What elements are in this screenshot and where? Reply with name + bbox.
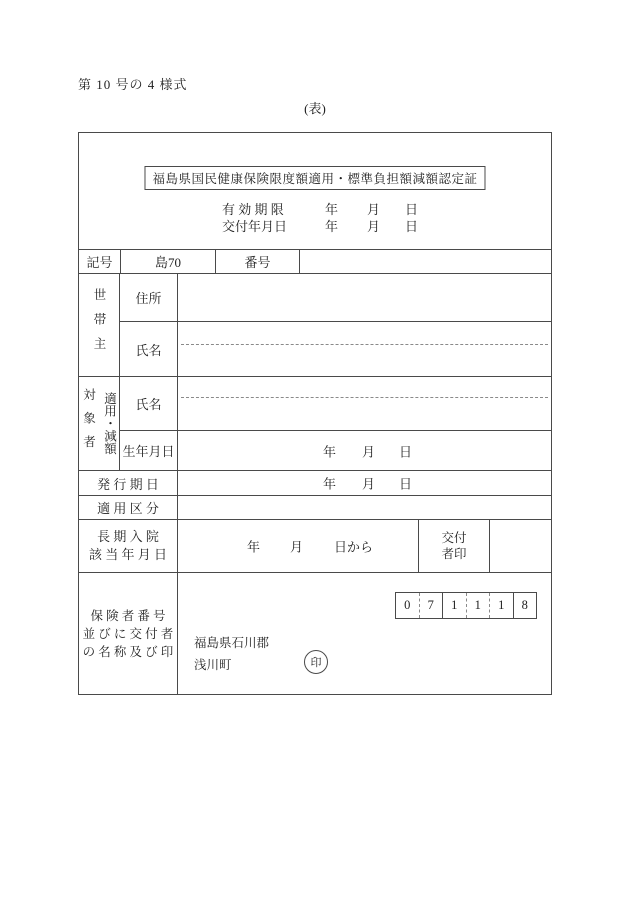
subject-birthdate-row <box>120 430 551 470</box>
issue-month-unit: 月 <box>362 476 376 492</box>
form-number: 第 10 号の 4 様式 <box>78 77 188 92</box>
long-term-label <box>79 520 178 572</box>
insurer-label-line1: 保 険 者 番 号 <box>90 608 166 623</box>
subject-birthdate-value <box>178 431 551 470</box>
subject-section <box>79 376 551 470</box>
long-term-date-value <box>178 520 418 572</box>
long-term-year-unit: 年 <box>247 539 261 555</box>
long-term-dayfrom-unit: 日から <box>334 539 374 555</box>
insurer-digit-3: 1 <box>442 593 466 618</box>
issue-date-day-unit: 日 <box>405 219 419 234</box>
insurer-label-line2: 並 び に 交 付 者 <box>82 626 174 641</box>
symbol-label: 記号 <box>79 250 121 273</box>
side-indicator: (表) <box>304 101 326 116</box>
insurer-digit-6: 8 <box>513 593 537 618</box>
birthdate-month-unit: 月 <box>362 444 376 459</box>
issue-date-label: 交付年月日 <box>222 219 288 234</box>
long-term-row <box>79 519 551 572</box>
subject-group-label-cell <box>79 377 120 470</box>
valid-until-month-unit: 月 <box>367 202 381 217</box>
issuer-seal-value-cell <box>489 520 551 572</box>
householder-name-value <box>178 322 551 376</box>
valid-until-day-unit: 日 <box>405 202 419 217</box>
subject-name-row <box>120 377 551 430</box>
issue-date-line <box>79 216 551 232</box>
householder-name-row <box>120 321 551 376</box>
issuer-name-line1: 福島県石川郡 <box>194 636 270 650</box>
insurer-number-boxes <box>395 592 537 619</box>
furigana-rule-line <box>181 397 548 398</box>
issuer-seal-label-line2: 者印 <box>441 547 467 561</box>
householder-address-value <box>178 274 551 321</box>
householder-address-row <box>120 274 551 321</box>
issue-date-year-unit: 年 <box>325 219 339 234</box>
valid-until-label: 有 効 期 限 <box>222 202 284 217</box>
number-label: 番号 <box>216 250 300 273</box>
number-value <box>300 250 551 273</box>
insurer-label-line3: の 名 称 及 び 印 <box>82 644 174 659</box>
subject-name-value <box>178 377 551 430</box>
valid-until-year-unit: 年 <box>325 202 339 217</box>
issuer-seal-label-cell <box>418 520 489 572</box>
householder-rows <box>120 274 551 376</box>
certificate-form <box>78 132 552 695</box>
birthdate-day-unit: 日 <box>399 444 413 459</box>
long-term-label-line2: 該 当 年 月 日 <box>88 547 167 562</box>
householder-section <box>79 273 551 376</box>
insurer-digit-2: 7 <box>419 593 443 618</box>
issuer-name-line2: 浅川町 <box>194 658 232 672</box>
householder-address-label: 住所 <box>120 274 178 321</box>
insurer-digit-4: 1 <box>466 593 490 618</box>
insurer-section <box>79 572 551 694</box>
subject-group-label-apply: 適用・減額 <box>102 392 117 455</box>
issue-row <box>79 470 551 495</box>
householder-group-label: 世帯主 <box>92 288 106 362</box>
category-row <box>79 495 551 519</box>
insurer-content <box>178 573 551 694</box>
subject-group-label-person: 対象者 <box>81 388 96 459</box>
issuer-seal-label-line1: 交付 <box>441 531 467 545</box>
insurer-label <box>79 573 178 694</box>
seal-mark: 印 <box>304 650 328 674</box>
issue-year-unit: 年 <box>323 476 337 492</box>
subject-rows <box>120 377 551 470</box>
certificate-header <box>79 133 551 249</box>
issue-row-value <box>178 471 551 495</box>
birthdate-year-unit: 年 <box>323 444 337 459</box>
subject-name-label: 氏名 <box>120 377 178 430</box>
insurer-digit-1: 0 <box>404 598 411 612</box>
category-row-value <box>178 496 551 519</box>
issue-date-month-unit: 月 <box>367 219 381 234</box>
issue-row-label: 発 行 期 日 <box>79 471 178 495</box>
certificate-title: 福島県国民健康保険限度額適用・標準負担額減額認定証 <box>144 166 485 190</box>
long-term-month-unit: 月 <box>290 539 304 555</box>
symbol-value: 島70 <box>121 250 216 273</box>
householder-group-label-cell <box>79 274 120 376</box>
symbol-number-row <box>79 249 551 273</box>
category-row-label: 適 用 区 分 <box>79 496 178 519</box>
insurer-digit-5: 1 <box>489 593 513 618</box>
householder-name-label: 氏名 <box>120 322 178 376</box>
subject-birthdate-label: 生年月日 <box>120 431 178 470</box>
long-term-label-line1: 長 期 入 院 <box>97 529 159 544</box>
valid-until-line <box>79 199 551 215</box>
issue-day-unit: 日 <box>399 476 413 492</box>
furigana-rule-line <box>181 344 548 345</box>
